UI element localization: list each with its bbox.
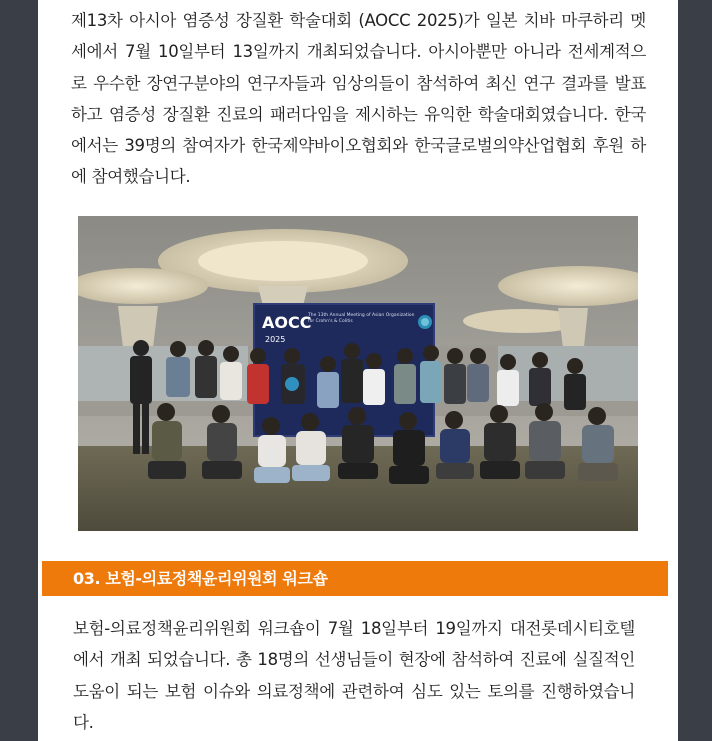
section-header-insurance-workshop: 03. 보험-의료정책윤리위원회 워크숍 xyxy=(42,561,668,596)
aocc-group-photo xyxy=(78,216,638,531)
workshop-report-paragraph: 보험-의료정책윤리위원회 워크숍이 7월 18일부터 19일까지 대전롯데시티호텔에서 개최 되었습니다. 총 18명의 선생님들이 현장에 참석하여 진료에 실질적인 도움이 되는 보험 이슈와 의료정책에 관련하여 심도 있는 토의를 진행하였습니다. xyxy=(73,619,635,732)
aocc-report-paragraph: 제13차 아시아 염증성 장질환 학술대회 (AOCC 2025)가 일본 치바 마쿠하리 멧세에서 7월 10일부터 13일까지 개최되었습니다. 아시아뿐만 아니라 전세계적으로 우수한 장연구분야의 연구자들과 임상의들이 참석하여 최신 연구 결과를 발표하고 염증성 장질환 진료의 패러다임을 제시하는 유익한 학술대회였습니다. 한국에서는 39명의 참여자가 한국제약바이오협회와 한국글로벌의약산업협회 후원 하에 참여했습니다. xyxy=(71,11,646,187)
banner-subtitle-line2: for Crohn's & Colitis xyxy=(308,319,353,324)
banner-title: AOCC xyxy=(262,313,312,332)
banner-subtitle-line1: The 13th Annual Meeting of Asian Organization xyxy=(308,313,415,318)
newsletter-page xyxy=(38,0,678,741)
banner-year: 2025 xyxy=(265,335,286,344)
